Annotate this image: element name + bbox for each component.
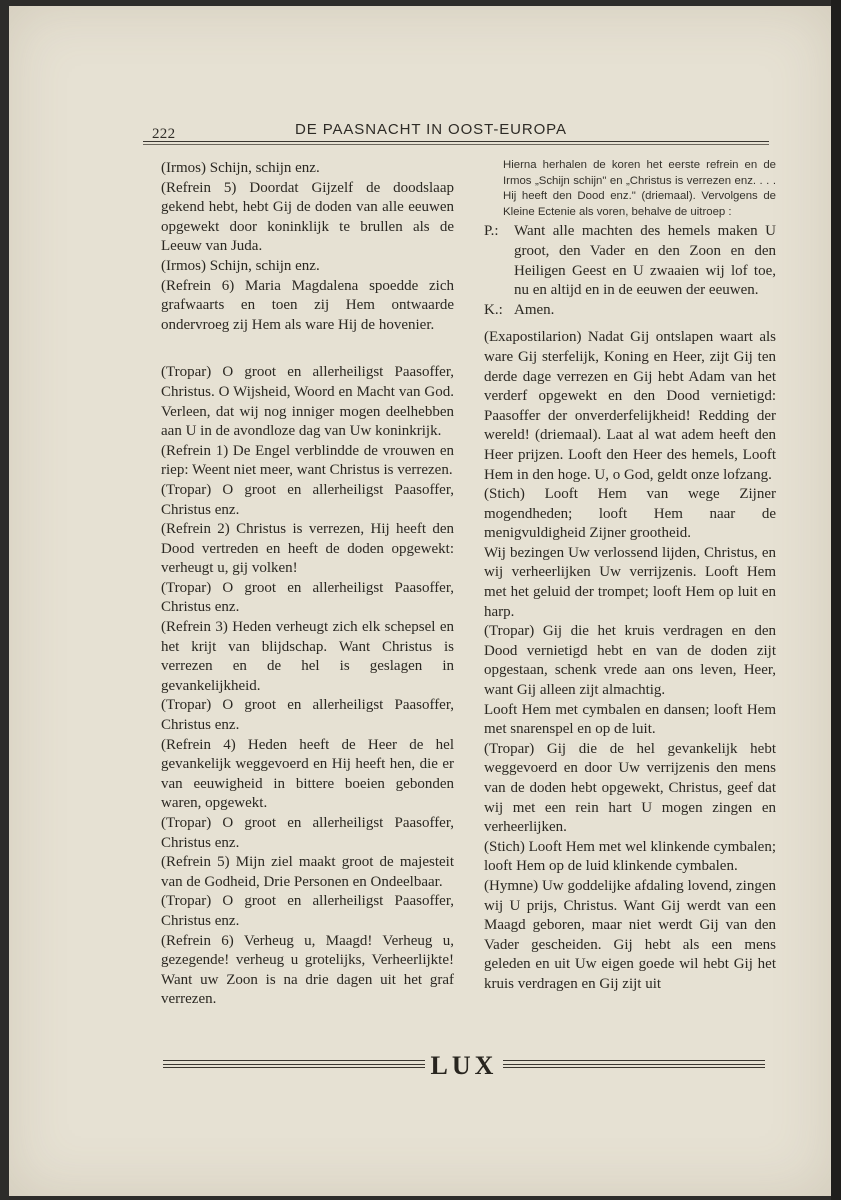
paragraph: Looft Hem met cymbalen en dansen; looft Hem met snarenspel en op de luit. — [484, 701, 776, 738]
paragraph: (Tropar) O groot en allerheiligst Paasoffer, Christus enz. — [161, 481, 454, 518]
response-choir — [484, 301, 776, 321]
paragraph: (Tropar) O groot en allerheiligst Paasoffer, Christus enz. — [161, 697, 454, 734]
paragraph: (Refrein 4) Heden heeft de Heer de hel gevankelijk weggevoerd en Hij heeft hen, die er van eeuwigheid in bittere boeien gebonden waren, opgewekt. — [161, 736, 454, 812]
right-column — [484, 158, 776, 995]
paragraph: (Tropar) O groot en allerheiligst Paasoffer, Christus enz. — [161, 815, 454, 851]
paragraph: (Tropar) O groot en allerheiligst Paasoffer, Christus. O Wijsheid, Woord en Macht van God. Verleen, dat wij nog inniger mogen deelhebben aan U in de avondloze dag van Uw koninkrijk. — [161, 364, 454, 440]
paragraph: (Refrein 5) Doordat Gijzelf de doodslaap gekend hebt, hebt Gij de doden van alle eeuwen opgewekt door koninklijk te brullen als de Leeuw van Juda. — [161, 179, 454, 255]
paragraph: (Refrein 2) Christus is verrezen, Hij heeft den Dood vertreden en heeft de doden opgewekt: verheugt u, gij volken! — [161, 521, 454, 577]
magazine-title: LUX — [430, 1051, 498, 1080]
paragraph: (Irmos) Schijn, schijn enz. — [161, 257, 320, 274]
section-gap — [161, 335, 454, 363]
page-header — [143, 119, 769, 145]
header-rule — [143, 141, 769, 142]
response-label: P.: — [484, 223, 499, 240]
paragraph: (Irmos) Schijn, schijn enz. — [161, 160, 320, 176]
paragraph: (Hymne) Uw goddelijke afdaling lovend, zingen wij U prijs, Christus. Want Gij werdt van een Maagd geboren, maar niet werdt Gij van den Vader gescheiden. Gij hebt als een mens geleden en uit Uw eigen goede wil hebt Gij het kruis verdragen en Gij zijt uit — [484, 877, 776, 992]
footer-rule-left — [163, 1060, 425, 1072]
paragraph: (Refrein 6) Verheug u, Maagd! Verheug u, gezegende! verheug u grotelijks, Verheerlijkte! Want uw Zoon is na drie dagen uit het graf verrezen. — [161, 932, 454, 1008]
response-text: Want alle machten des hemels maken U groot, den Vader en den Zoon en den Heiligen Geest en U zwaaien wij lof toe, nu en altijd en in de eeuwen der eeuwen. — [514, 223, 776, 299]
page-footer — [163, 1050, 765, 1086]
paragraph: Wij bezingen Uw verlossend lijden, Christus, en wij verheerlijken Uw verrijzenis. Looft Hem met het geluid der trompet; looft Hem op luit en harp. — [484, 544, 776, 620]
paragraph: (Tropar) O groot en allerheiligst Paasoffer, Christus enz. — [161, 893, 454, 929]
paragraph: (Stich) Looft Hem van wege Zijner mogendheden; looft Hem naar de menigvuldigheid Zijner grootheid. — [484, 486, 776, 542]
page-number: 222 — [152, 126, 176, 142]
footer-rule-right — [503, 1060, 765, 1072]
running-title: DE PAASNACHT IN OOST-EUROPA — [295, 121, 567, 138]
section-gap — [484, 320, 776, 328]
rubric-note: Hierna herhalen de koren het eerste refrein en de Irmos „Schijn schijn" en „Christus is verrezen enz. . . . Hij heeft den Dood enz." (driemaal). Vervolgens de Kleine Ectenie als voren, behalve de uitroep : — [503, 159, 776, 218]
paragraph: (Refrein 6) Maria Magdalena spoedde zich grafwaarts en toen zij Hem ontwaarde ondervroeg zij Hem als ware Hij de hovenier. — [161, 277, 454, 333]
paragraph: (Refrein 1) De Engel verblindde de vrouwen en riep: Weent niet meer, want Christus is verrezen. — [161, 442, 454, 479]
page-edge-shadow — [831, 0, 841, 1200]
response-priest — [484, 222, 776, 300]
paragraph: (Exapostilarion) Nadat Gij ontslapen waart als ware Gij sterfelijk, Koning en Heer, zijt Gij ten derde dage verrezen en Gij hebt Adam van het verderf opgewekt en den Dood vernietigd: Paasoffer der onverderfelijkheid! Redding der wereld! (driemaal). Laat al wat adem heeft den Heer prijzen. Looft den Heer des hemels, Looft Hem in den hoge. U, o God, geldt onze lofzang. — [484, 329, 776, 483]
header-rule-thin — [143, 144, 769, 145]
paragraph: (Tropar) Gij die het kruis verdragen en den Dood vernietigd hebt en van de doden zijt opgestaan, schenk vrede aan ons leven, Heer, want Gij alleen zijt almachtig. — [484, 623, 776, 699]
paragraph: (Tropar) Gij die de hel gevankelijk hebt weggevoerd en door Uw verrijzenis den mens van de doden hebt opgewekt, Christus, geef dat wij met een rein hart U mogen zingen en verheerlijken. — [484, 740, 776, 836]
response-label: K.: — [484, 301, 503, 318]
paragraph: (Stich) Looft Hem met wel klinkende cymbalen; looft Hem op de luid klinkende cymbalen. — [484, 838, 776, 875]
left-column — [161, 159, 454, 1010]
paragraph: (Tropar) O groot en allerheiligst Paasoffer, Christus enz. — [161, 579, 454, 616]
paragraph: (Refrein 5) Mijn ziel maakt groot de majesteit van de Godheid, Drie Personen en Ondeelbaar. — [161, 854, 454, 890]
paragraph: (Refrein 3) Heden verheugt zich elk schepsel en het krijt van blijdschap. Want Christus is verrezen en de hel is geslagen in gevankelijkheid. — [161, 619, 454, 694]
response-text: Amen. — [514, 301, 555, 318]
